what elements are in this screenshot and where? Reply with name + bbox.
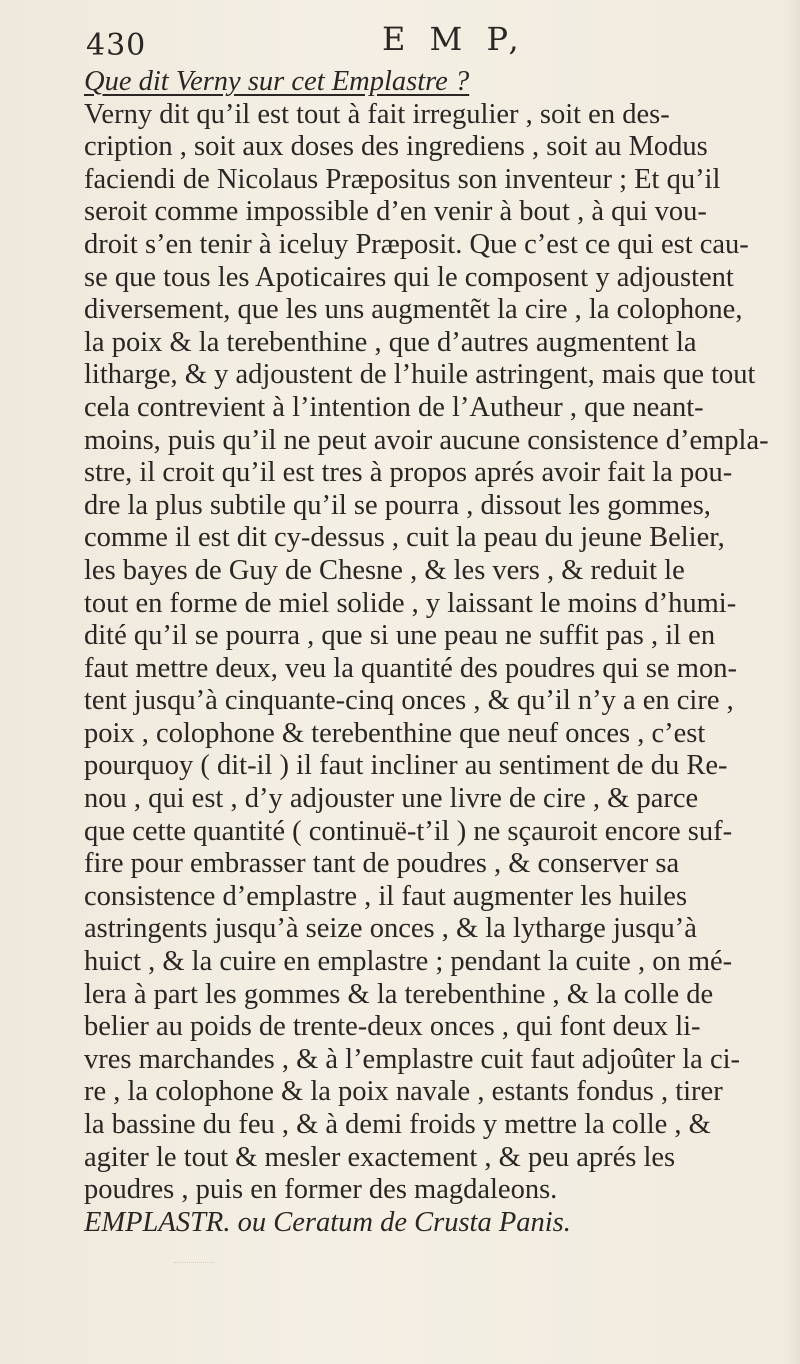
text-line: se que tous les Apoticaires qui le composent y adjoustent [84,261,734,293]
text-line: droit s’en tenir à iceluy Præposit. Que c’est ce qui est cau- [84,228,749,260]
body-text [84,66,796,1239]
text-line: astringents jusqu’à seize onces , & la lytharge jusqu’à [84,913,697,945]
text-line: la poix & la terebenthine , que d’autres augmentent la [84,326,697,358]
text-line: tent jusqu’à cinquante-cinq onces , & qu’il n’y a en cire , [84,685,734,717]
text-line: re , la colophone & la poix navale , estants fondus , tirer [84,1076,723,1108]
text-line: consistence d’emplastre , il faut augmenter les huiles [84,880,688,912]
text-line: faut mettre deux, veu la quantité des poudres qui se mon- [84,652,737,684]
text-line: fire pour embrasser tant de poudres , & conserver sa [84,848,680,880]
text-line: seroit comme impossible d’en venir à bout , à qui vou- [84,196,707,228]
text-line: litharge, & y adjoustent de l’huile astringent, mais que tout [84,359,756,391]
text-line: faciendi de Nicolaus Præpositus son inventeur ; Et qu’il [84,163,721,195]
text-line: cription , soit aux doses des ingrediens , soit au Modus [84,131,708,163]
text-line: lera à part les gommes & la terebenthine , & la colle de [84,978,714,1010]
text-line: cela contrevient à l’intention de l’Autheur , que neant- [84,391,704,423]
next-entry-title: EMPLASTR. ou Ceratum de Crusta Panis. [84,1206,571,1238]
text-line: que cette quantité ( continuë-t’il ) ne sçauroit encore suf- [84,815,733,847]
text-line: stre, il croit qu’il est tres à propos aprés avoir fait la pou- [84,457,733,489]
text-line: pourquoy ( dit-il ) il faut incliner au sentiment de du Re- [84,750,728,782]
text-line: poudres , puis en former des magdaleons. [84,1174,558,1206]
page-header [0,18,800,63]
page-number: 430 [86,28,147,63]
text-line: poix , colophone & terebenthine que neuf onces , c’est [84,717,706,749]
text-line: vres marchandes , & à l’emplastre cuit faut adjoûter la ci- [84,1043,741,1075]
faint-ink-mark [174,1248,214,1263]
text-line: diversement, que les uns augmentẽt la cire , la colophone, [84,294,743,326]
text-line: dre la plus subtile qu’il se pourra , dissout les gommes, [84,489,711,521]
running-head: E M P, [382,20,526,58]
text-line: Verny dit qu’il est tout à fait irregulier , soit en des- [84,98,670,130]
text-line: comme il est dit cy-dessus , cuit la peau du jeune Belier, [84,522,725,554]
text-line: belier au poids de trente-deux onces , qui font deux li- [84,1011,701,1043]
text-line: nou , qui est , d’y adjouster une livre de cire , & parce [84,783,699,815]
text-line: huict , & la cuire en emplastre ; pendant la cuite , on mé- [84,946,733,978]
text-line: agiter le tout & mesler exactement , & peu aprés les [84,1141,676,1173]
text-line: moins, puis qu’il ne peut avoir aucune consistence d’empla- [84,424,769,456]
text-line: la bassine du feu , & à demi froids y mettre la colle , & [84,1109,711,1140]
text-line: les bayes de Guy de Chesne , & les vers , & reduit le [84,554,685,586]
text-line: dité qu’il se pourra , que si une peau ne suffit pas , il en [84,620,716,652]
question-heading: Que dit Verny sur cet Emplastre ? [84,66,470,97]
text-line: tout en forme de miel solide , y laissant le moins d’humi- [84,587,737,619]
